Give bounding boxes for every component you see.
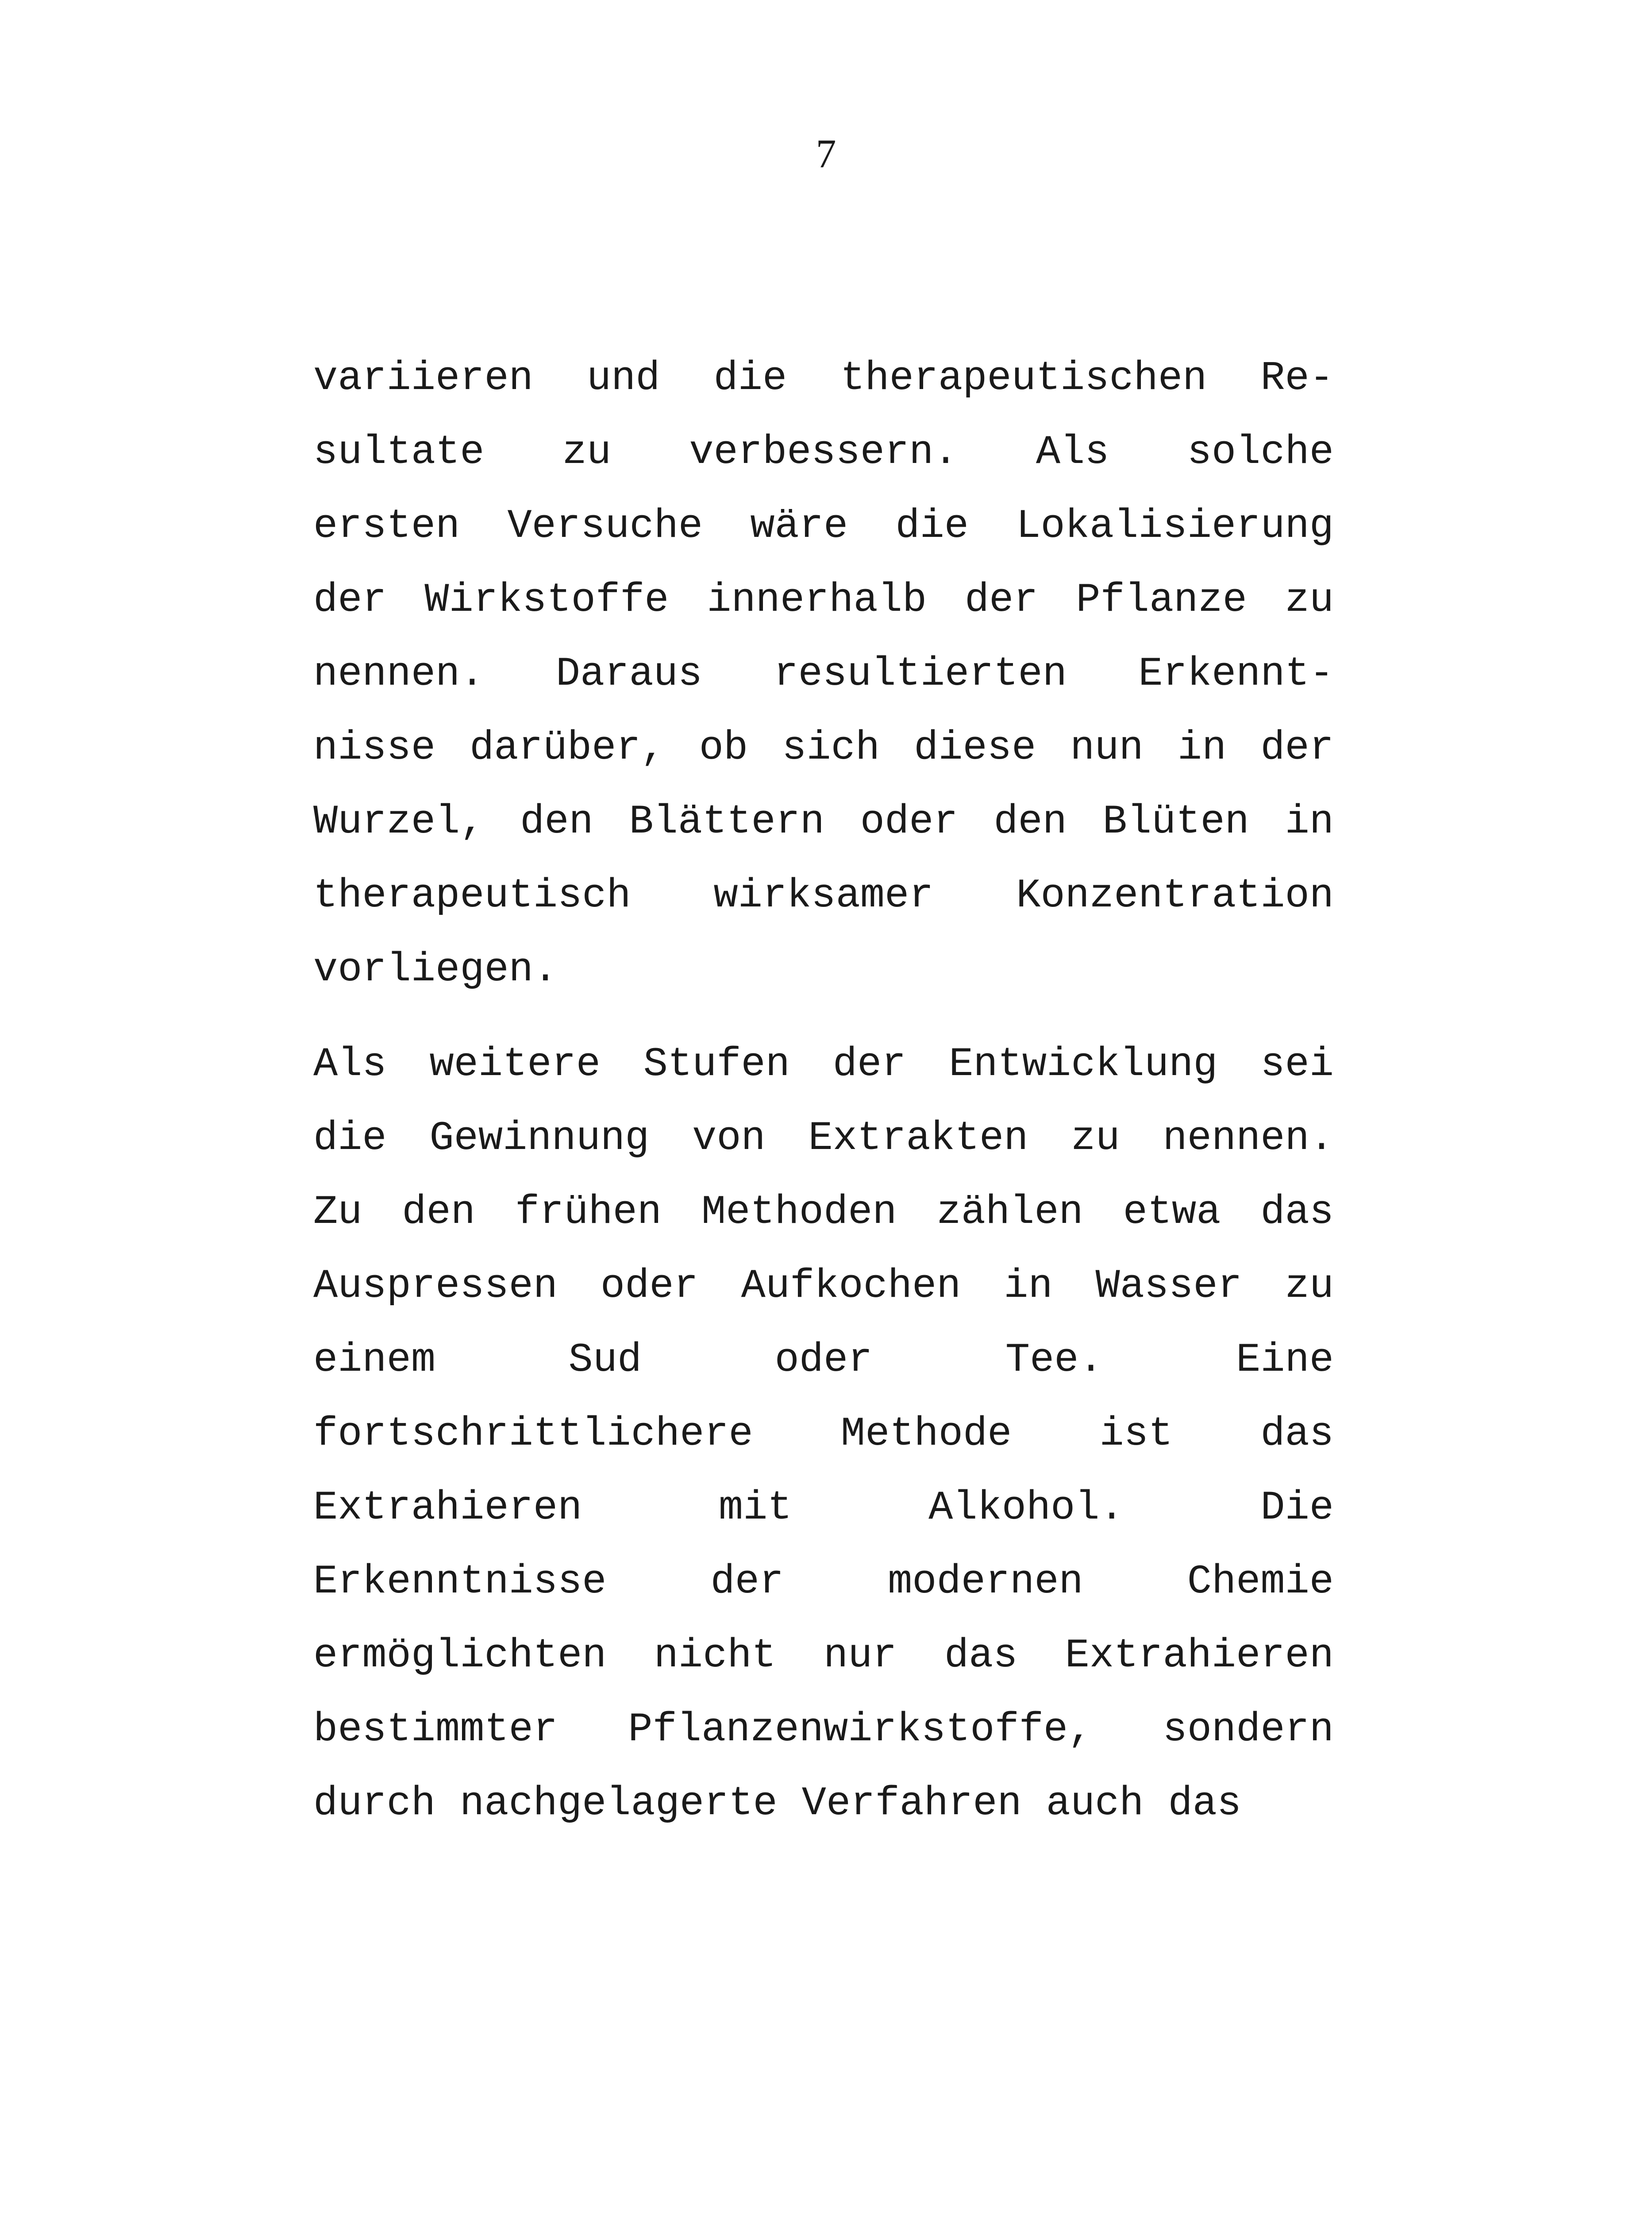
- word: nennen.: [1163, 1115, 1334, 1161]
- word: Alkohol.: [928, 1484, 1124, 1531]
- text-line: [313, 502, 1334, 551]
- word: oder: [774, 1337, 873, 1383]
- text-line: [313, 1262, 1334, 1311]
- word: darüber,: [470, 725, 665, 771]
- word: etwa: [1123, 1189, 1221, 1235]
- word: Tee.: [1005, 1337, 1103, 1383]
- text-line: [313, 1410, 1334, 1458]
- word: innerhalb: [707, 577, 927, 623]
- word: resultierten: [774, 651, 1067, 697]
- word: Verfahren: [801, 1780, 1022, 1827]
- word: zu: [1285, 577, 1334, 623]
- word: bestimmter: [313, 1706, 558, 1753]
- word: Stufen: [643, 1041, 790, 1087]
- word: nun: [1070, 725, 1144, 771]
- text-line: [313, 1188, 1334, 1237]
- word: weitere: [429, 1041, 601, 1087]
- word: das: [1260, 1411, 1334, 1457]
- word: oder: [600, 1263, 698, 1309]
- word: Zu: [313, 1189, 362, 1235]
- word: Wirkstoffe: [424, 577, 669, 623]
- word: Methode: [840, 1411, 1012, 1457]
- word: die: [895, 503, 969, 549]
- word: nicht: [654, 1632, 776, 1679]
- word: der: [313, 577, 387, 623]
- word: verbessern.: [689, 429, 958, 475]
- word: fortschrittlichere: [313, 1411, 753, 1457]
- word: Sud: [568, 1337, 642, 1383]
- text-line: [313, 1040, 1334, 1089]
- word: in: [1177, 725, 1227, 771]
- word: nachgelagerte: [460, 1780, 778, 1827]
- word: ist: [1099, 1411, 1173, 1457]
- word: in: [1285, 798, 1334, 845]
- word: vorliegen.: [313, 946, 558, 993]
- text-line: [313, 650, 1334, 698]
- word: die: [713, 355, 787, 401]
- word: zu: [1071, 1115, 1120, 1161]
- word: Blättern: [629, 798, 825, 845]
- text-line: [313, 798, 1334, 846]
- word: Auspressen: [313, 1263, 558, 1309]
- word: therapeutischen: [840, 355, 1207, 401]
- word: Re-: [1260, 355, 1334, 401]
- text-line: [313, 354, 1334, 403]
- word: Pflanze: [1076, 577, 1247, 623]
- word: durch: [313, 1780, 436, 1827]
- word: in: [1004, 1263, 1053, 1309]
- word: Als: [313, 1041, 387, 1087]
- word: den: [994, 798, 1067, 845]
- text-line: [313, 1558, 1334, 1606]
- word: der: [964, 577, 1038, 623]
- word: Daraus: [555, 651, 703, 697]
- word: zu: [562, 429, 612, 475]
- word: der: [710, 1558, 784, 1605]
- word: den: [520, 798, 593, 845]
- word: Extrahieren: [1065, 1632, 1334, 1679]
- word: Lokalisierung: [1016, 503, 1334, 549]
- word: Pflanzenwirkstoffe,: [628, 1706, 1093, 1753]
- word: Chemie: [1187, 1558, 1334, 1605]
- word: modernen: [888, 1558, 1083, 1605]
- word: sich: [782, 725, 880, 771]
- word: wäre: [750, 503, 848, 549]
- word: nisse: [313, 725, 436, 771]
- word: von: [692, 1115, 766, 1161]
- word: Wurzel,: [313, 798, 485, 845]
- text-line: [313, 871, 1334, 920]
- word: und: [586, 355, 660, 401]
- word: sei: [1260, 1041, 1334, 1087]
- word: auch: [1046, 1780, 1144, 1827]
- word: diese: [914, 725, 1036, 771]
- word: der: [1260, 725, 1334, 771]
- word: nennen.: [313, 651, 485, 697]
- word: Methoden: [701, 1189, 897, 1235]
- word: Erkenntnisse: [313, 1558, 607, 1605]
- word: das: [1260, 1189, 1334, 1235]
- word: zu: [1285, 1263, 1334, 1309]
- word: das: [944, 1632, 1018, 1679]
- word: Aufkochen: [741, 1263, 961, 1309]
- word: variieren: [313, 355, 533, 401]
- word: Extrahieren: [313, 1484, 582, 1531]
- word: das: [1168, 1780, 1242, 1827]
- page-number: 7: [816, 131, 836, 176]
- word: ob: [699, 725, 748, 771]
- word: Eine: [1236, 1337, 1334, 1383]
- text-line: [313, 1705, 1334, 1754]
- text-line: [313, 428, 1334, 477]
- word: Entwicklung: [949, 1041, 1218, 1087]
- text-line: [313, 1484, 1334, 1532]
- word: einem: [313, 1337, 436, 1383]
- word: den: [402, 1189, 475, 1235]
- word: Konzentration: [1016, 872, 1334, 919]
- word: therapeutisch: [313, 872, 631, 919]
- word: Blüten: [1102, 798, 1249, 845]
- word: Versuche: [507, 503, 703, 549]
- word: Wasser: [1095, 1263, 1242, 1309]
- word: der: [832, 1041, 906, 1087]
- word: wirksamer: [713, 872, 934, 919]
- word: zählen: [936, 1189, 1083, 1235]
- word: Als: [1036, 429, 1109, 475]
- word: ermöglichten: [313, 1632, 607, 1679]
- word: mit: [718, 1484, 792, 1531]
- text-line: [313, 724, 1334, 772]
- text-line: [313, 1336, 1334, 1384]
- text-line: [313, 945, 1334, 994]
- word: sultate: [313, 429, 485, 475]
- word: Erkennt-: [1138, 651, 1334, 697]
- text-line: [313, 576, 1334, 625]
- word: Extrakten: [808, 1115, 1028, 1161]
- word: Die: [1260, 1484, 1334, 1531]
- text-line: [313, 1114, 1334, 1163]
- word: Gewinnung: [429, 1115, 650, 1161]
- word: oder: [860, 798, 958, 845]
- word: nur: [823, 1632, 897, 1679]
- text-line: [313, 1779, 1334, 1828]
- word: die: [313, 1115, 387, 1161]
- text-line: [313, 1631, 1334, 1680]
- word: sondern: [1163, 1706, 1334, 1753]
- word: ersten: [313, 503, 460, 549]
- word: frühen: [515, 1189, 662, 1235]
- word: solche: [1187, 429, 1334, 475]
